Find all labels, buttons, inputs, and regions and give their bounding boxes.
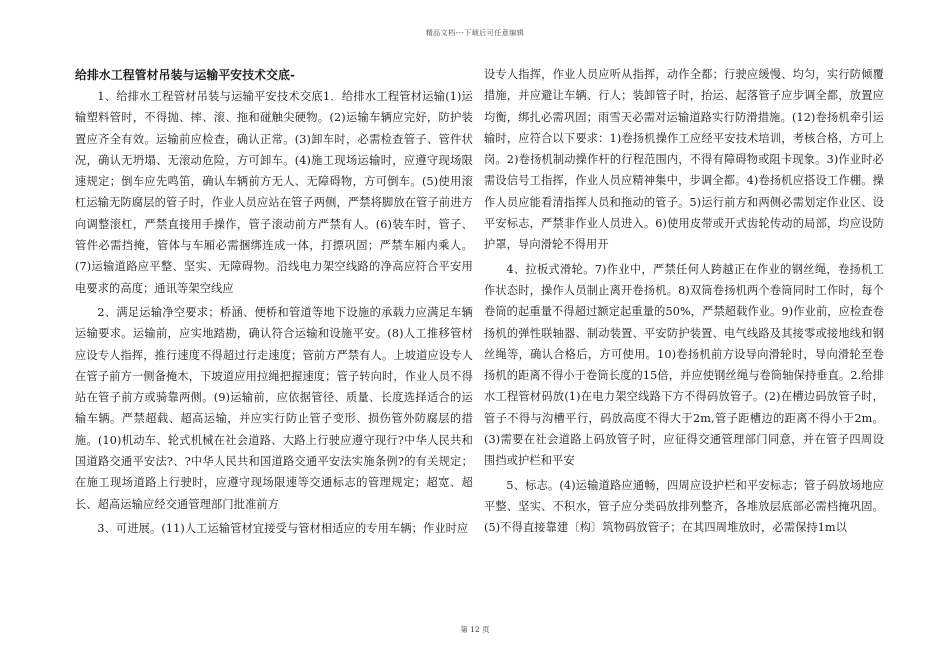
right-column [484, 64, 884, 539]
paragraph-3: 3、可进展。(11)人工运输管材宜接受与管材相适应的专用车辆；作业时应 [97, 521, 469, 535]
paragraph-2: 2、满足运输净空要求；桥涵、便桥和管道等地下设施的承载力应满足车辆运输要求。运输前，应实地踏勘，确认符合运输和设施平安。(8)人工推移管材应设专人指挥，推行速度不得超过行走速度；管前方严禁有人。上坡道应设专人在管子前方一侧备掩木，下坡道应用拉绳把握速度；管子转向时，作业人员不得站在管子前方或骑靠两侧。(9)运输前，应依据管径、质量、长度选择适合的运输车辆。严禁超载、超高运输，并应实行防止管子变形、损伤管外防腐层的措施。(10)机动车、轮式机械在社会道路、大路上行驶应遵守现行?中华人民共和国道路交通平安法?、?中华人民共和国道路交通平安法实施条例?的有关规定；在施工现场道路上行驶时，应遵守现场限速等交通标志的管理规定；超宽、超长、超高运输应经交通管理部门批准前方 [75, 305, 473, 511]
document-title: 给排水工程管材吊装与运输平安技术交底- [75, 68, 296, 82]
paragraph-1: 1、给排水工程管材吊装与运输平安技术交底1．给排水工程管材运输(1)运输塑料管时，不得抛、摔、滚、拖和碰触尖硬物。(2)运输车辆应完好，防护装置应齐全有效。运输前应检查，确认正常。(3)卸车时，必需检查管子、管件状况，确认无坍塌、无滚动危险，方可卸车。(4)施工现场运输时，应遵守现场限速规定；倒车应先鸣笛，确认车辆前方无人、无障碍物，方可倒车。(5)使用滚杠运输无防腐层的管子时，作业人员应站在管子两侧，严禁将脚放在管子前进方向调整滚杠，严禁直接用手操作，管子滚动前方严禁有人。(6)装车时，管子、管件必需挡掩，管体与车厢必需捆绑连成一体，打摽巩固；严禁车厢内乘人。(7)运输道路应平整、坚实、无障碍物。沿线电力架空线路的净高应符合平安用电要求的高度；通讯等架空线应 [75, 90, 473, 295]
page-number: 第 12 页 [460, 625, 490, 634]
left-column [75, 64, 473, 539]
paragraph-3-continued: 设专人指挥，作业人员应听从指挥，动作全都；行驶应缓慢、均匀，实行防倾覆措施，并应避让车辆、行人；装卸管子时，抬运、起落管子应步调全都，放置应均衡，绑扎必需巩固；雨雪天必需对运输道路实行防滑措施。(12)卷扬机牵引运输时，应符合以下要求：1)卷扬机操作工应经平安技术培训，考核合格，方可上岗。2)卷扬机制动操作杆的行程范围内，不得有障碍物或阻卡现象。3)作业时必需设信号工指挥，作业人员应精神集中，步调全都。4)卷扬机应搭设工作棚。操作人员应能看清指挥人员和拖动的管子。5)运行前方和两侧必需划定作业区、设平安标志，严禁非作业人员进入。6)使用皮带或开式齿轮传动的局部，均应设防护罩，导向滑轮不得用开 [484, 68, 884, 252]
paragraph-4: 4、拉板式滑轮。7)作业中，严禁任何人跨越正在作业的钢丝绳，卷扬机工作状态时，操作人员制止离开卷扬机。8)双筒卷扬机两个卷筒同时工作时，每个卷筒的起重量不得超过额定起重量的50%，严禁超载作业。9)作业前，应检查卷扬机的弹性联轴器、制动装置、平安防护装置、电气线路及其接零或接地线和钢丝绳等，确认合格后，方可使用。10)卷扬机前方设导向滑轮时，导向滑轮至卷扬机的距离不得小于卷筒长度的15倍，并应使钢丝绳与卷筒轴保持垂直。2.给排水工程管材码放(1)在电力架空线路下方不得码放管子。(2)在槽边码放管子时，管子不得与沟槽平行，码放高度不得大于2m,管子距槽边的距离不得小于2m。(3)需要在社会道路上码放管子时，应征得交通管理部门同意，并在管子四周设围挡或护栏和平安 [484, 262, 884, 468]
header-note: 精品文档---下载后可任意编辑 [425, 29, 525, 37]
paragraph-5: 5、标志。(4)运输道路应通畅，四周应设护栏和平安标志；管子码放场地应平整、坚实、不积水，管子应分类码放排列整齐，各堆放层底部必需档掩巩固。(5)不得直接靠建〔构〕筑物码放管子；在其四周堆放时，必需保持1m以 [484, 478, 884, 535]
